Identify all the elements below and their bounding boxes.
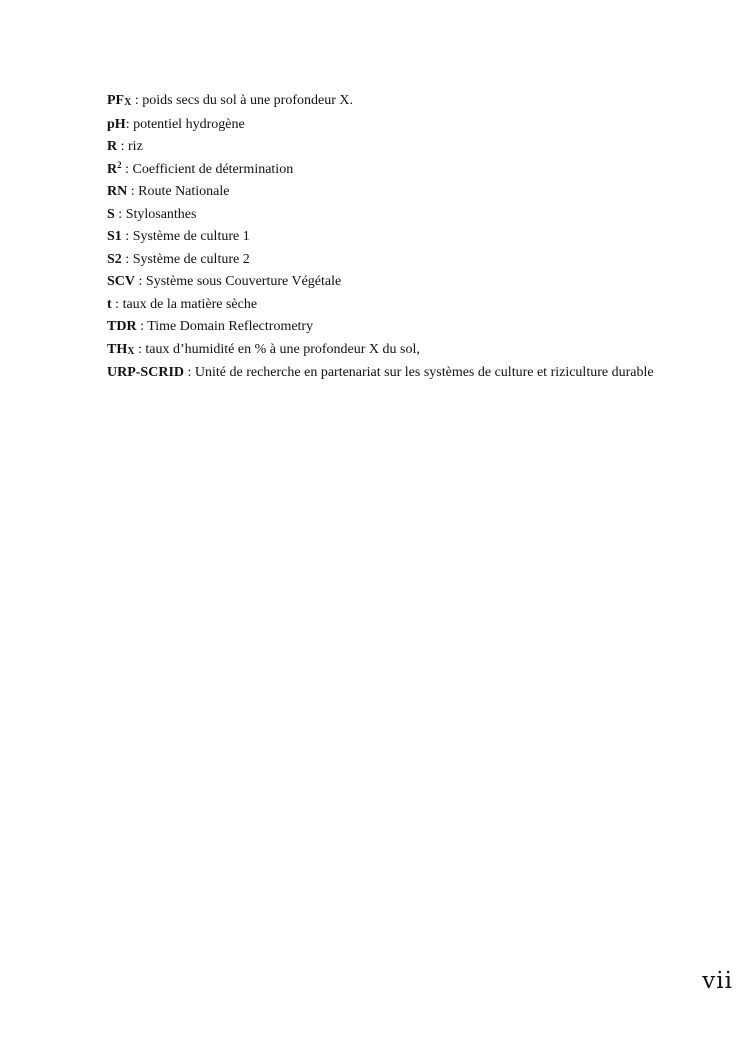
definition: Système de culture 1 [132, 229, 250, 244]
term: pH [107, 116, 126, 132]
abbreviations-list [107, 90, 691, 385]
glossary-entry-rn [107, 181, 691, 204]
term: PF [107, 93, 125, 108]
separator: : [121, 229, 133, 244]
separator: : [121, 161, 133, 177]
term: R [107, 139, 118, 154]
definition: potentiel hydrogène [133, 116, 245, 132]
term-subscript: X [127, 345, 135, 357]
separator: : [111, 296, 123, 312]
definition: taux d’humidité en % à une profondeur X du sol, [145, 341, 420, 357]
glossary-entry-s [107, 204, 691, 227]
definition: Route Nationale [138, 184, 230, 199]
separator: : [135, 274, 146, 289]
glossary-entry-r [107, 136, 691, 159]
definition: Système sous Couverture Végétale [145, 274, 342, 289]
term: RN [107, 184, 128, 199]
glossary-entry-urp-scrid [107, 362, 691, 385]
separator: : [114, 206, 126, 222]
term: TDR [107, 319, 137, 334]
term: URP-SCRID [107, 365, 184, 380]
definition: Unité de recherche en partenariat sur les systèmes de culture et riziculture durable [194, 365, 654, 380]
separator: : [131, 93, 143, 108]
definition: poids secs du sol à une profondeur X. [142, 93, 353, 108]
definition: riz [128, 139, 143, 154]
glossary-entry-t [107, 294, 691, 317]
definition: Coefficient de détermination [132, 161, 294, 177]
glossary-entry-s2 [107, 249, 691, 272]
glossary-entry-thx [107, 339, 691, 363]
term: R [107, 161, 118, 177]
definition: Time Domain Reflectrometry [147, 319, 314, 334]
page-number: vii [702, 968, 733, 994]
term: SCV [107, 274, 136, 289]
separator: : [121, 251, 133, 267]
separator: : [134, 341, 146, 357]
definition: Stylosanthes [125, 206, 197, 222]
separator: : [127, 184, 139, 199]
term-subscript: X [124, 97, 132, 108]
definition: Système de culture 2 [132, 251, 250, 267]
glossary-entry-scv [107, 271, 691, 294]
separator: : [184, 365, 195, 380]
glossary-entry-r2 [107, 159, 691, 182]
glossary-entry-tdr [107, 316, 691, 339]
term: TH [107, 341, 128, 357]
definition: taux de la matière sèche [122, 296, 258, 312]
glossary-entry-ph [107, 114, 691, 137]
separator: : [117, 139, 129, 154]
term: t [107, 296, 112, 312]
term: S1 [107, 229, 122, 244]
glossary-entry-pfx [107, 90, 691, 114]
term: S2 [107, 251, 122, 267]
glossary-entry-s1 [107, 226, 691, 249]
term: S [107, 206, 115, 222]
separator: : [125, 116, 134, 132]
separator: : [136, 319, 148, 334]
term-superscript: 2 [117, 159, 122, 170]
